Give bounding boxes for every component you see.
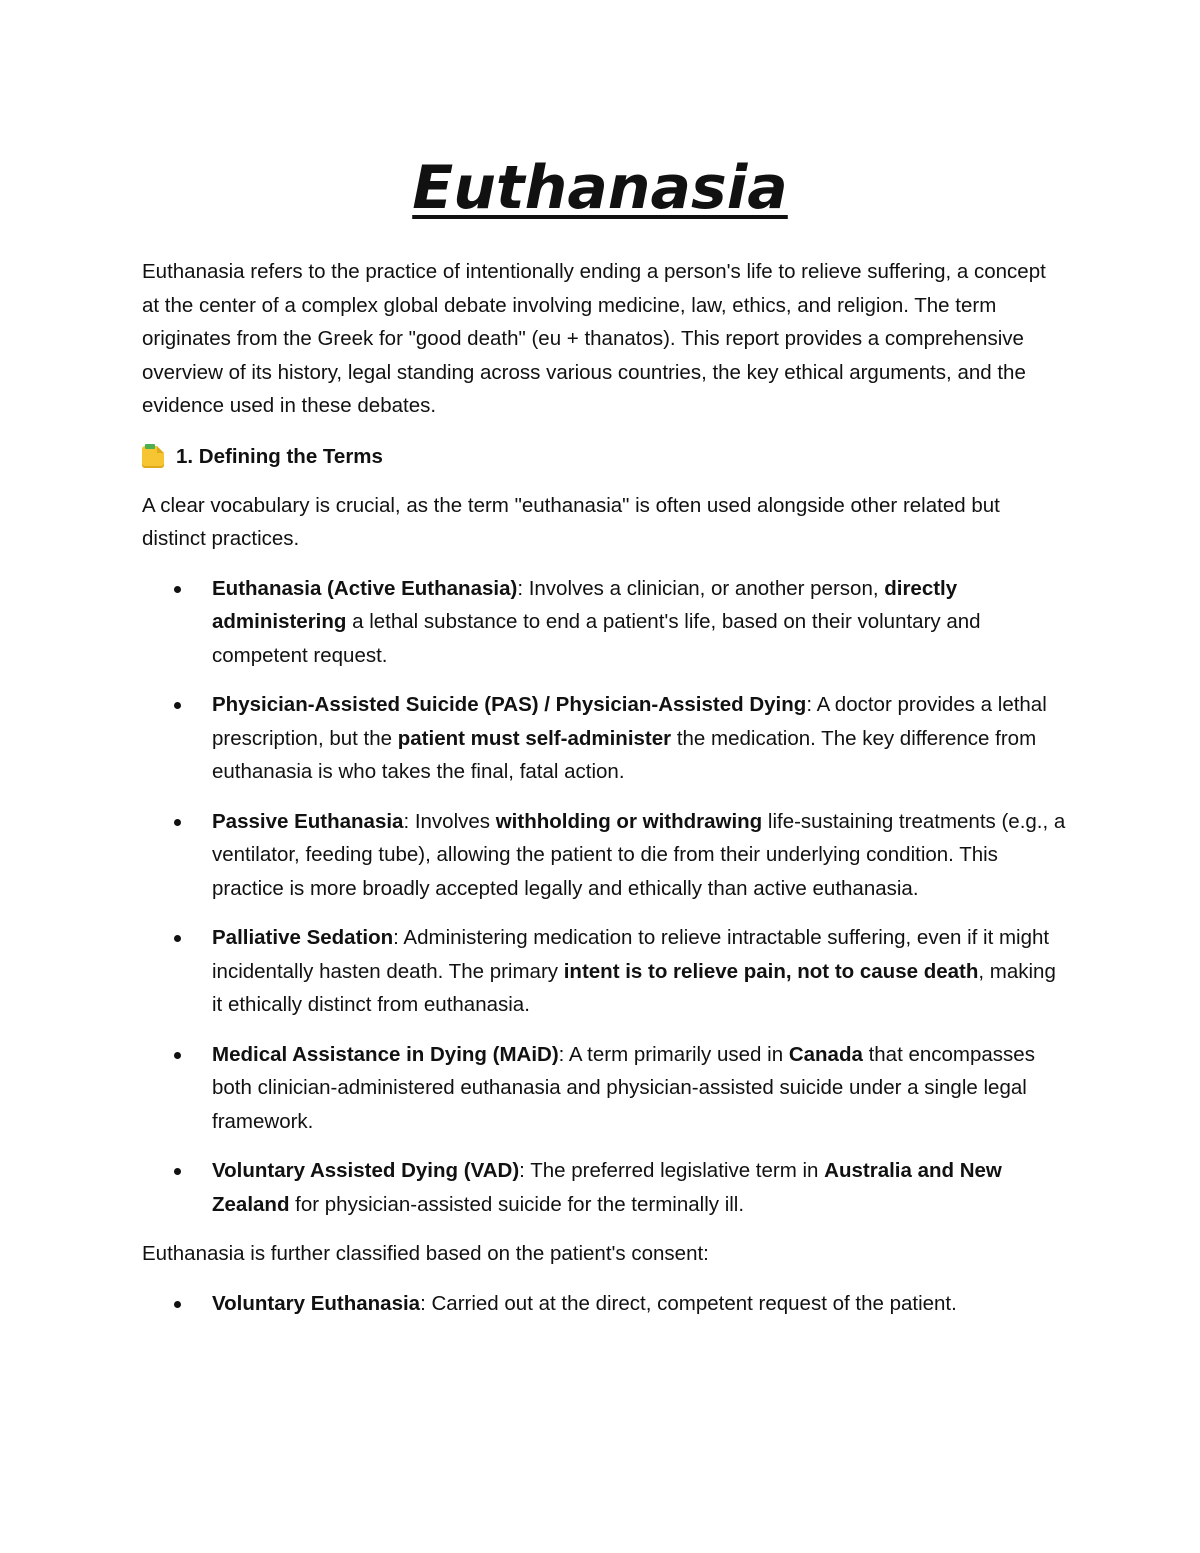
- bullet-icon: [174, 1052, 181, 1059]
- term-emphasis: intent is to relieve pain, not to cause death: [563, 959, 979, 983]
- term-emphasis: directly administering: [212, 576, 958, 633]
- term-name: Physician-Assisted Suicide (PAS) / Physician-Assisted Dying: [212, 693, 807, 716]
- consent-lead-paragraph: Euthanasia is further classified based on the patient's consent:: [142, 1242, 709, 1265]
- term-text: that encompasses both clinician-administered euthanasia and physician-assisted suicide under a single legal framework.: [212, 1042, 1035, 1133]
- term-name: Euthanasia (Active Euthanasia): [212, 576, 518, 600]
- term-name: Palliative Sedation: [212, 926, 394, 949]
- document-body: [142, 255, 1067, 1336]
- term-text: life-sustaining treatments (e.g., a ventilator, feeding tube), allowing the patient to die from their underlying condition. This practice is more broadly accepted legally and ethically than active euthanasia.: [212, 809, 1066, 900]
- bullet-icon: [174, 1301, 181, 1308]
- term-text: : Involves a clinician, or another person,: [517, 576, 885, 600]
- list-item: [212, 805, 1067, 906]
- section-lead-paragraph: A clear vocabulary is crucial, as the term "euthanasia" is often used alongside other related but distinct practices.: [142, 493, 1000, 550]
- section-heading: [142, 440, 1067, 474]
- list-item: [212, 572, 1067, 673]
- list-item: [212, 688, 1067, 789]
- term-emphasis: withholding or withdrawing: [495, 809, 763, 833]
- term-text: : Administering medication to relieve intractable suffering, even if it might incidentally hasten death. The primary: [212, 926, 1050, 983]
- bullet-icon: [174, 819, 181, 826]
- bullet-icon: [174, 935, 181, 942]
- term-text: : The preferred legislative term in: [519, 1159, 825, 1182]
- bullet-icon: [174, 586, 181, 593]
- term-text: for physician-assisted suicide for the terminally ill.: [289, 1192, 745, 1216]
- term-emphasis: patient must self-administer: [397, 726, 672, 750]
- list-item: [212, 921, 1067, 1022]
- term-name: Passive Euthanasia: [212, 809, 404, 833]
- term-text: the medication. The key difference from euthanasia is who takes the final, fatal action.: [212, 726, 1037, 783]
- term-text: : A term primarily used in: [558, 1042, 789, 1066]
- consent-types-list: [142, 1287, 1067, 1321]
- term-text: a lethal substance to end a patient's life, based on their voluntary and competent request.: [212, 610, 981, 667]
- term-name: Voluntary Euthanasia: [212, 1291, 421, 1315]
- term-name: Medical Assistance in Dying (MAiD): [212, 1042, 559, 1066]
- intro-paragraph: Euthanasia refers to the practice of intentionally ending a person's life to relieve suffering, a concept at the center of a complex global debate involving medicine, law, ethics, and religion. The term originates from the Greek for "good death" (eu + thanatos). This report provides a comprehensive overview of its history, legal standing across various countries, the key ethical arguments, and the evidence used in these debates.: [142, 260, 1046, 417]
- list-item: [212, 1154, 1067, 1221]
- section-heading-text: 1. Defining the Terms: [176, 444, 383, 468]
- list-item: [212, 1287, 1067, 1321]
- bullet-icon: [174, 1168, 181, 1175]
- term-emphasis: Canada: [788, 1042, 863, 1066]
- document-title: Euthanasia: [412, 153, 788, 223]
- term-text: : Carried out at the direct, competent request of the patient.: [420, 1291, 957, 1315]
- term-emphasis: Australia and New Zealand: [212, 1159, 1002, 1216]
- term-text: : Involves: [403, 809, 496, 833]
- term-text: : A doctor provides a lethal prescription, but the: [212, 693, 1047, 750]
- term-name: Voluntary Assisted Dying (VAD): [212, 1159, 520, 1182]
- memo-icon: [142, 445, 164, 469]
- list-item: [212, 1038, 1067, 1139]
- terms-list: [142, 572, 1067, 1222]
- bullet-icon: [174, 702, 181, 709]
- term-text: , making it ethically distinct from euthanasia.: [212, 959, 1056, 1016]
